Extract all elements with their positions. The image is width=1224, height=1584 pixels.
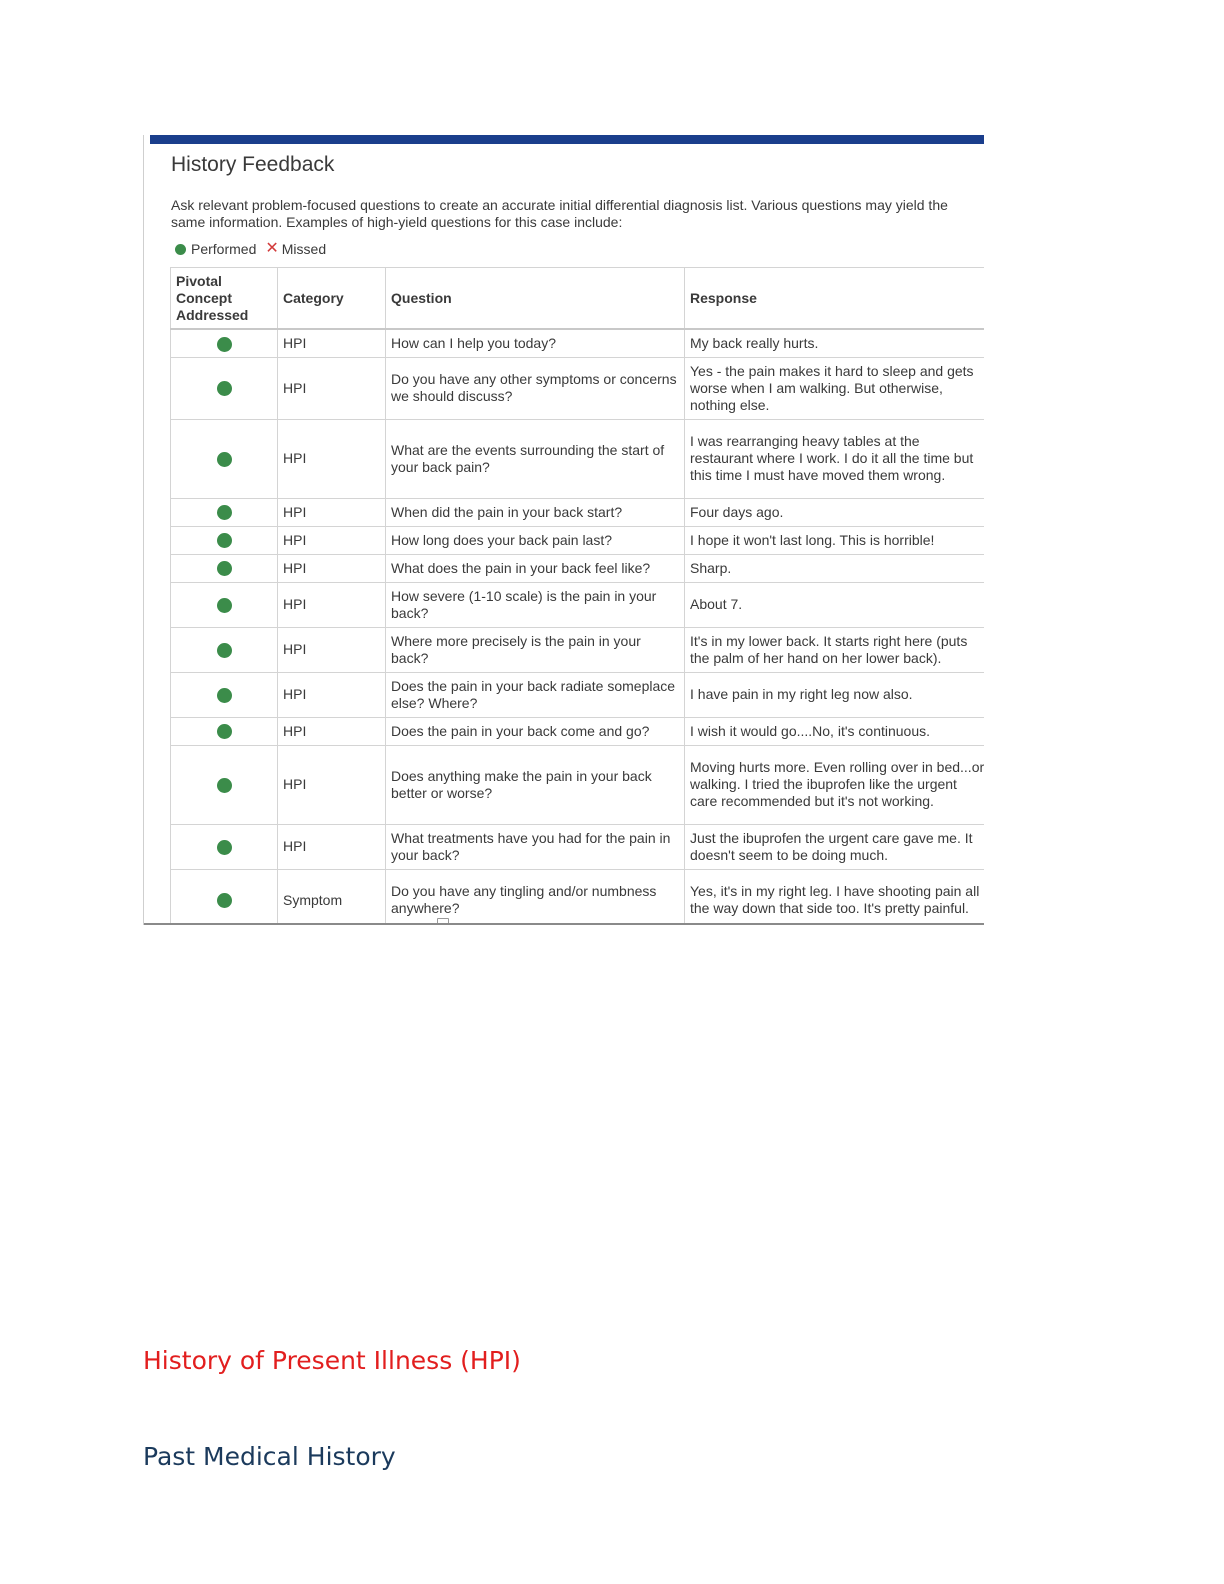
col-header-response: Response: [685, 268, 985, 330]
table-row: [171, 526, 985, 554]
question-cell: What treatments have you had for the pain in your back?: [386, 824, 685, 869]
pivotal-cell: [171, 554, 278, 582]
category-cell: HPI: [278, 672, 386, 717]
response-cell: I wish it would go....No, it's continuous.: [685, 717, 985, 745]
legend-performed-label: Performed: [191, 241, 257, 257]
pivotal-cell: [171, 419, 278, 498]
table-row: [171, 554, 985, 582]
performed-dot-icon: [217, 724, 232, 739]
question-cell: Does anything make the pain in your back better or worse?: [386, 745, 685, 824]
response-cell: Four days ago.: [685, 498, 985, 526]
pivotal-cell: [171, 717, 278, 745]
category-cell: HPI: [278, 526, 386, 554]
question-cell: What are the events surrounding the start of your back pain?: [386, 419, 685, 498]
table-row: [171, 672, 985, 717]
response-cell: Yes - the pain makes it hard to sleep and gets worse when I am walking. But otherwise, nothing else.: [685, 357, 985, 419]
table-row: [171, 627, 985, 672]
performed-dot-icon: [217, 778, 232, 793]
response-cell: I was rearranging heavy tables at the restaurant where I work. I do it all the time but this time I must have moved them wrong.: [685, 419, 985, 498]
missed-x-icon: ✕: [265, 240, 279, 257]
pivotal-cell: [171, 745, 278, 824]
heading-hpi: History of Present Illness (HPI): [143, 1346, 521, 1375]
category-cell: HPI: [278, 357, 386, 419]
pivotal-cell: [171, 672, 278, 717]
performed-dot-icon: [217, 893, 232, 908]
performed-dot-icon: [217, 381, 232, 396]
table-row: [171, 717, 985, 745]
category-cell: HPI: [278, 627, 386, 672]
legend: [175, 241, 326, 257]
response-cell: It's in my lower back. It starts right here (puts the palm of her hand on her lower back).: [685, 627, 985, 672]
performed-dot-icon: [217, 533, 232, 548]
history-feedback-screenshot: [143, 135, 984, 925]
question-cell: How severe (1-10 scale) is the pain in your back?: [386, 582, 685, 627]
category-cell: HPI: [278, 419, 386, 498]
performed-dot-icon: [217, 840, 232, 855]
response-cell: Just the ibuprofen the urgent care gave me. It doesn't seem to be doing much.: [685, 824, 985, 869]
pivotal-cell: [171, 329, 278, 357]
table-header-row: [171, 268, 985, 330]
question-cell: How long does your back pain last?: [386, 526, 685, 554]
performed-dot-icon: [175, 244, 186, 255]
question-cell: Where more precisely is the pain in your back?: [386, 627, 685, 672]
table-row: [171, 357, 985, 419]
table-row: [171, 824, 985, 869]
category-cell: HPI: [278, 498, 386, 526]
response-cell: I have pain in my right leg now also.: [685, 672, 985, 717]
question-cell: Does the pain in your back radiate someplace else? Where?: [386, 672, 685, 717]
category-cell: HPI: [278, 717, 386, 745]
performed-dot-icon: [217, 505, 232, 520]
table-row: [171, 419, 985, 498]
pivotal-cell: [171, 824, 278, 869]
pivotal-cell: [171, 526, 278, 554]
category-cell: HPI: [278, 582, 386, 627]
performed-dot-icon: [217, 452, 232, 467]
col-header-pivotal: Pivotal Concept Addressed: [171, 268, 278, 330]
category-cell: Symptom: [278, 869, 386, 925]
panel-intro: Ask relevant problem-focused questions to create an accurate initial differential diagnosis list. Various questions may yield the same information. Examples of high-yield questions for this case include:: [171, 197, 948, 230]
category-cell: HPI: [278, 329, 386, 357]
category-cell: HPI: [278, 745, 386, 824]
performed-dot-icon: [217, 688, 232, 703]
question-cell: How can I help you today?: [386, 329, 685, 357]
response-cell: Moving hurts more. Even rolling over in bed...or walking. I tried the ibuprofen like the urgent care recommended but it's not working.: [685, 745, 985, 824]
panel-title: History Feedback: [171, 153, 335, 176]
response-cell: I hope it won't last long. This is horrible!: [685, 526, 985, 554]
response-cell: Sharp.: [685, 554, 985, 582]
table-row: [171, 869, 985, 925]
response-cell: My back really hurts.: [685, 329, 985, 357]
response-cell: About 7.: [685, 582, 985, 627]
table-row: [171, 582, 985, 627]
question-cell: What does the pain in your back feel like?: [386, 554, 685, 582]
feedback-table: [170, 267, 984, 925]
pivotal-cell: [171, 582, 278, 627]
panel-header-bar: [150, 135, 984, 144]
col-header-category: Category: [278, 268, 386, 330]
response-cell: Yes, it's in my right leg. I have shooting pain all the way down that side too. It's pretty painful.: [685, 869, 985, 925]
pivotal-cell: [171, 498, 278, 526]
panel-bottom-border: [144, 923, 984, 925]
category-cell: HPI: [278, 554, 386, 582]
pivotal-cell: [171, 357, 278, 419]
performed-dot-icon: [217, 337, 232, 352]
question-cell: When did the pain in your back start?: [386, 498, 685, 526]
question-cell: Does the pain in your back come and go?: [386, 717, 685, 745]
legend-missed-label: Missed: [281, 241, 327, 257]
table-row: [171, 329, 985, 357]
col-header-question: Question: [386, 268, 685, 330]
performed-dot-icon: [217, 561, 232, 576]
heading-past-medical-history: Past Medical History: [143, 1442, 396, 1471]
question-cell: Do you have any other symptoms or concerns we should discuss?: [386, 357, 685, 419]
pivotal-cell: [171, 869, 278, 925]
performed-dot-icon: [217, 643, 232, 658]
question-cell: Do you have any tingling and/or numbness anywhere?: [386, 869, 685, 925]
pivotal-cell: [171, 627, 278, 672]
performed-dot-icon: [217, 598, 232, 613]
category-cell: HPI: [278, 824, 386, 869]
table-row: [171, 498, 985, 526]
table-row: [171, 745, 985, 824]
